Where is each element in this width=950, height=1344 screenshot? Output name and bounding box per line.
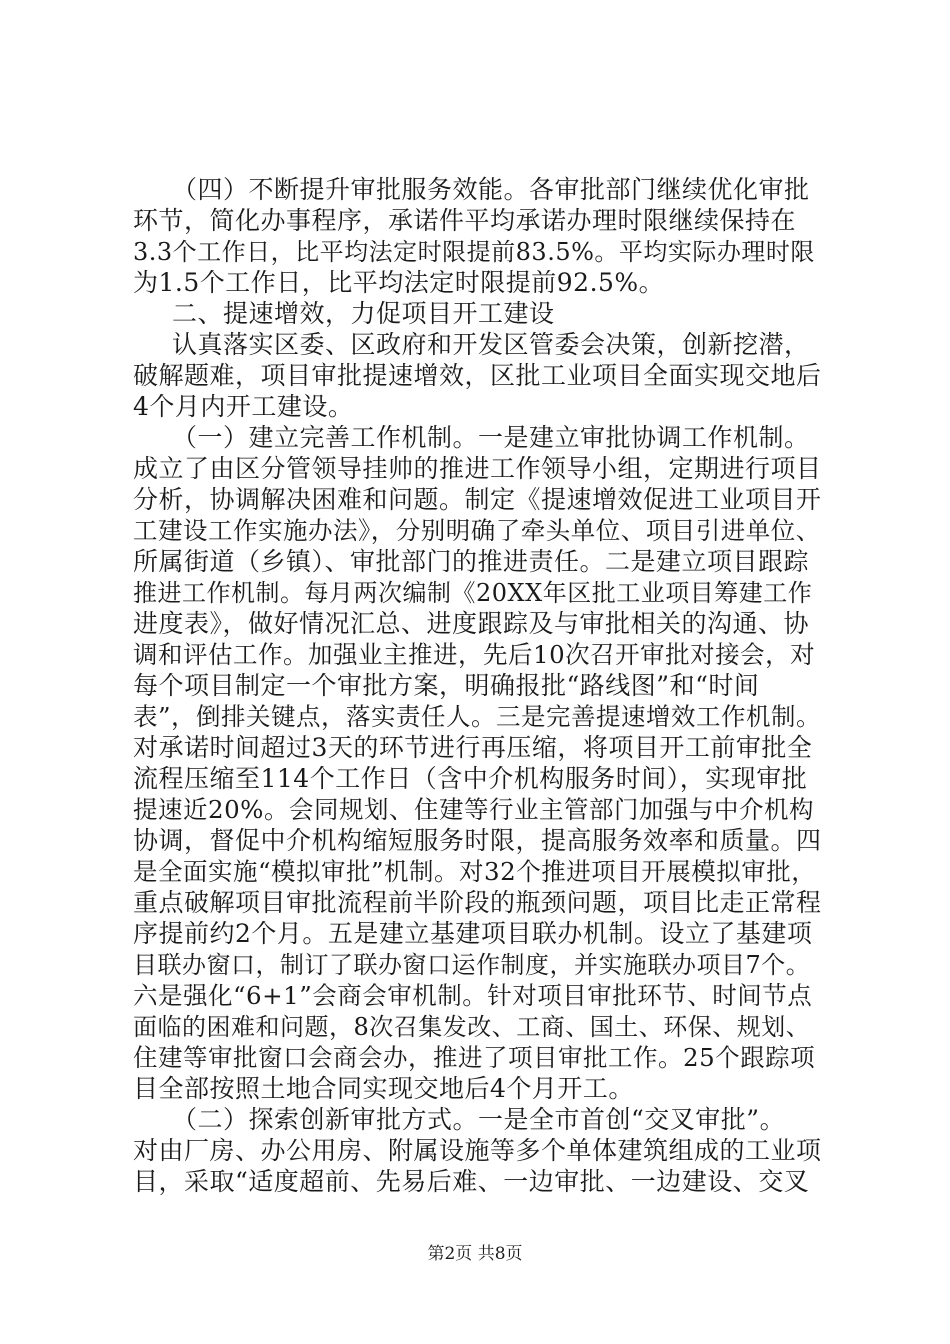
paragraph-line: 序提前约2个月。五是建立基建项目联办机制。设立了基建项 bbox=[133, 919, 813, 948]
paragraph-line: 破解题难，项目审批提速增效，区批工业项目全面实现交地后 bbox=[133, 361, 822, 390]
paragraph-line: 推进工作机制。每月两次编制《20XX年区批工业项目筹建工作 bbox=[133, 579, 813, 607]
paragraph-line: （四）不断提升审批服务效能。各审批部门继续优化审批 bbox=[172, 175, 810, 204]
paragraph-line: 进度表》，做好情况汇总、进度跟踪及与审批相关的沟通、协 bbox=[133, 609, 810, 638]
paragraph-line: 重点破解项目审批流程前半阶段的瓶颈问题，项目比走正常程 bbox=[133, 888, 822, 917]
paragraph-line: 六是强化“6+1”会商会审机制。针对项目审批环节、时间节点 bbox=[133, 981, 813, 1010]
page-number-footer: 第2页 共8页 bbox=[427, 1244, 523, 1264]
paragraph-line: （二）探索创新审批方式。一是全市首创“交叉审批”。 bbox=[172, 1105, 786, 1134]
paragraph-line: 所属街道（乡镇）、审批部门的推进责任。二是建立项目跟踪 bbox=[133, 547, 810, 576]
paragraph-line: 协调，督促中介机构缩短服务时限，提高服务效率和质量。四 bbox=[133, 826, 822, 855]
paragraph-line: 调和评估工作。加强业主推进，先后10次召开审批对接会，对 bbox=[133, 640, 816, 669]
paragraph-line: 工建设工作实施办法》，分别明确了牵头单位、项目引进单位、 bbox=[133, 516, 821, 545]
paragraph-line: 流程压缩至114个工作日（含中介机构服务时间），实现审批 bbox=[133, 764, 808, 793]
paragraph-line: 为1.5个工作日，比平均法定时限提前92.5%。 bbox=[133, 268, 665, 297]
paragraph-line: 认真落实区委、区政府和开发区管委会决策，创新挖潜， bbox=[172, 330, 810, 359]
paragraph-line: 目联办窗口，制订了联办窗口运作制度，并实施联办项目7个。 bbox=[133, 951, 811, 979]
paragraph-line: 对由厂房、办公用房、附属设施等多个单体建筑组成的工业项 bbox=[133, 1136, 822, 1165]
paragraph-line: （一）建立完善工作机制。一是建立审批协调工作机制。 bbox=[172, 423, 810, 452]
paragraph-line: 目，采取“适度超前、先易后难、一边审批、一边建设、交叉 bbox=[133, 1167, 810, 1196]
paragraph-line: 是全面实施“模拟审批”机制。对32个推进项目开展模拟审批， bbox=[133, 857, 817, 886]
paragraph-line: 表”，倒排关键点，落实责任人。三是完善提速增效工作机制。 bbox=[133, 702, 822, 731]
paragraph-line: 4个月内开工建设。 bbox=[133, 392, 354, 421]
paragraph-line: 成立了由区分管领导挂帅的推进工作领导小组，定期进行项目 bbox=[133, 454, 822, 483]
paragraph-line: 3.3个工作日，比平均法定时限提前83.5%。平均实际办理时限 bbox=[133, 238, 815, 266]
paragraph-line: 每个项目制定一个审批方案，明确报批“路线图”和“时间 bbox=[133, 671, 760, 700]
section-heading: 二、提速增效，力促项目开工建设 bbox=[172, 299, 555, 328]
paragraph-line: 对承诺时间超过3天的环节进行再压缩，将项目开工前审批全 bbox=[133, 733, 813, 762]
paragraph-line: 住建等审批窗口会商会办，推进了项目审批工作。25个跟踪项 bbox=[133, 1043, 816, 1072]
paragraph-line: 面临的困难和问题，8次召集发改、工商、国土、环保、规划、 bbox=[133, 1013, 811, 1041]
paragraph-line: 提速近20%。会同规划、住建等行业主管部门加强与中介机构 bbox=[133, 795, 814, 824]
paragraph-line: 目全部按照土地合同实现交地后4个月开工。 bbox=[133, 1074, 634, 1103]
paragraph-line: 环节，简化办事程序，承诺件平均承诺办理时限继续保持在 bbox=[133, 206, 797, 235]
paragraph-line: 分析，协调解决困难和问题。制定《提速增效促进工业项目开 bbox=[133, 485, 822, 514]
